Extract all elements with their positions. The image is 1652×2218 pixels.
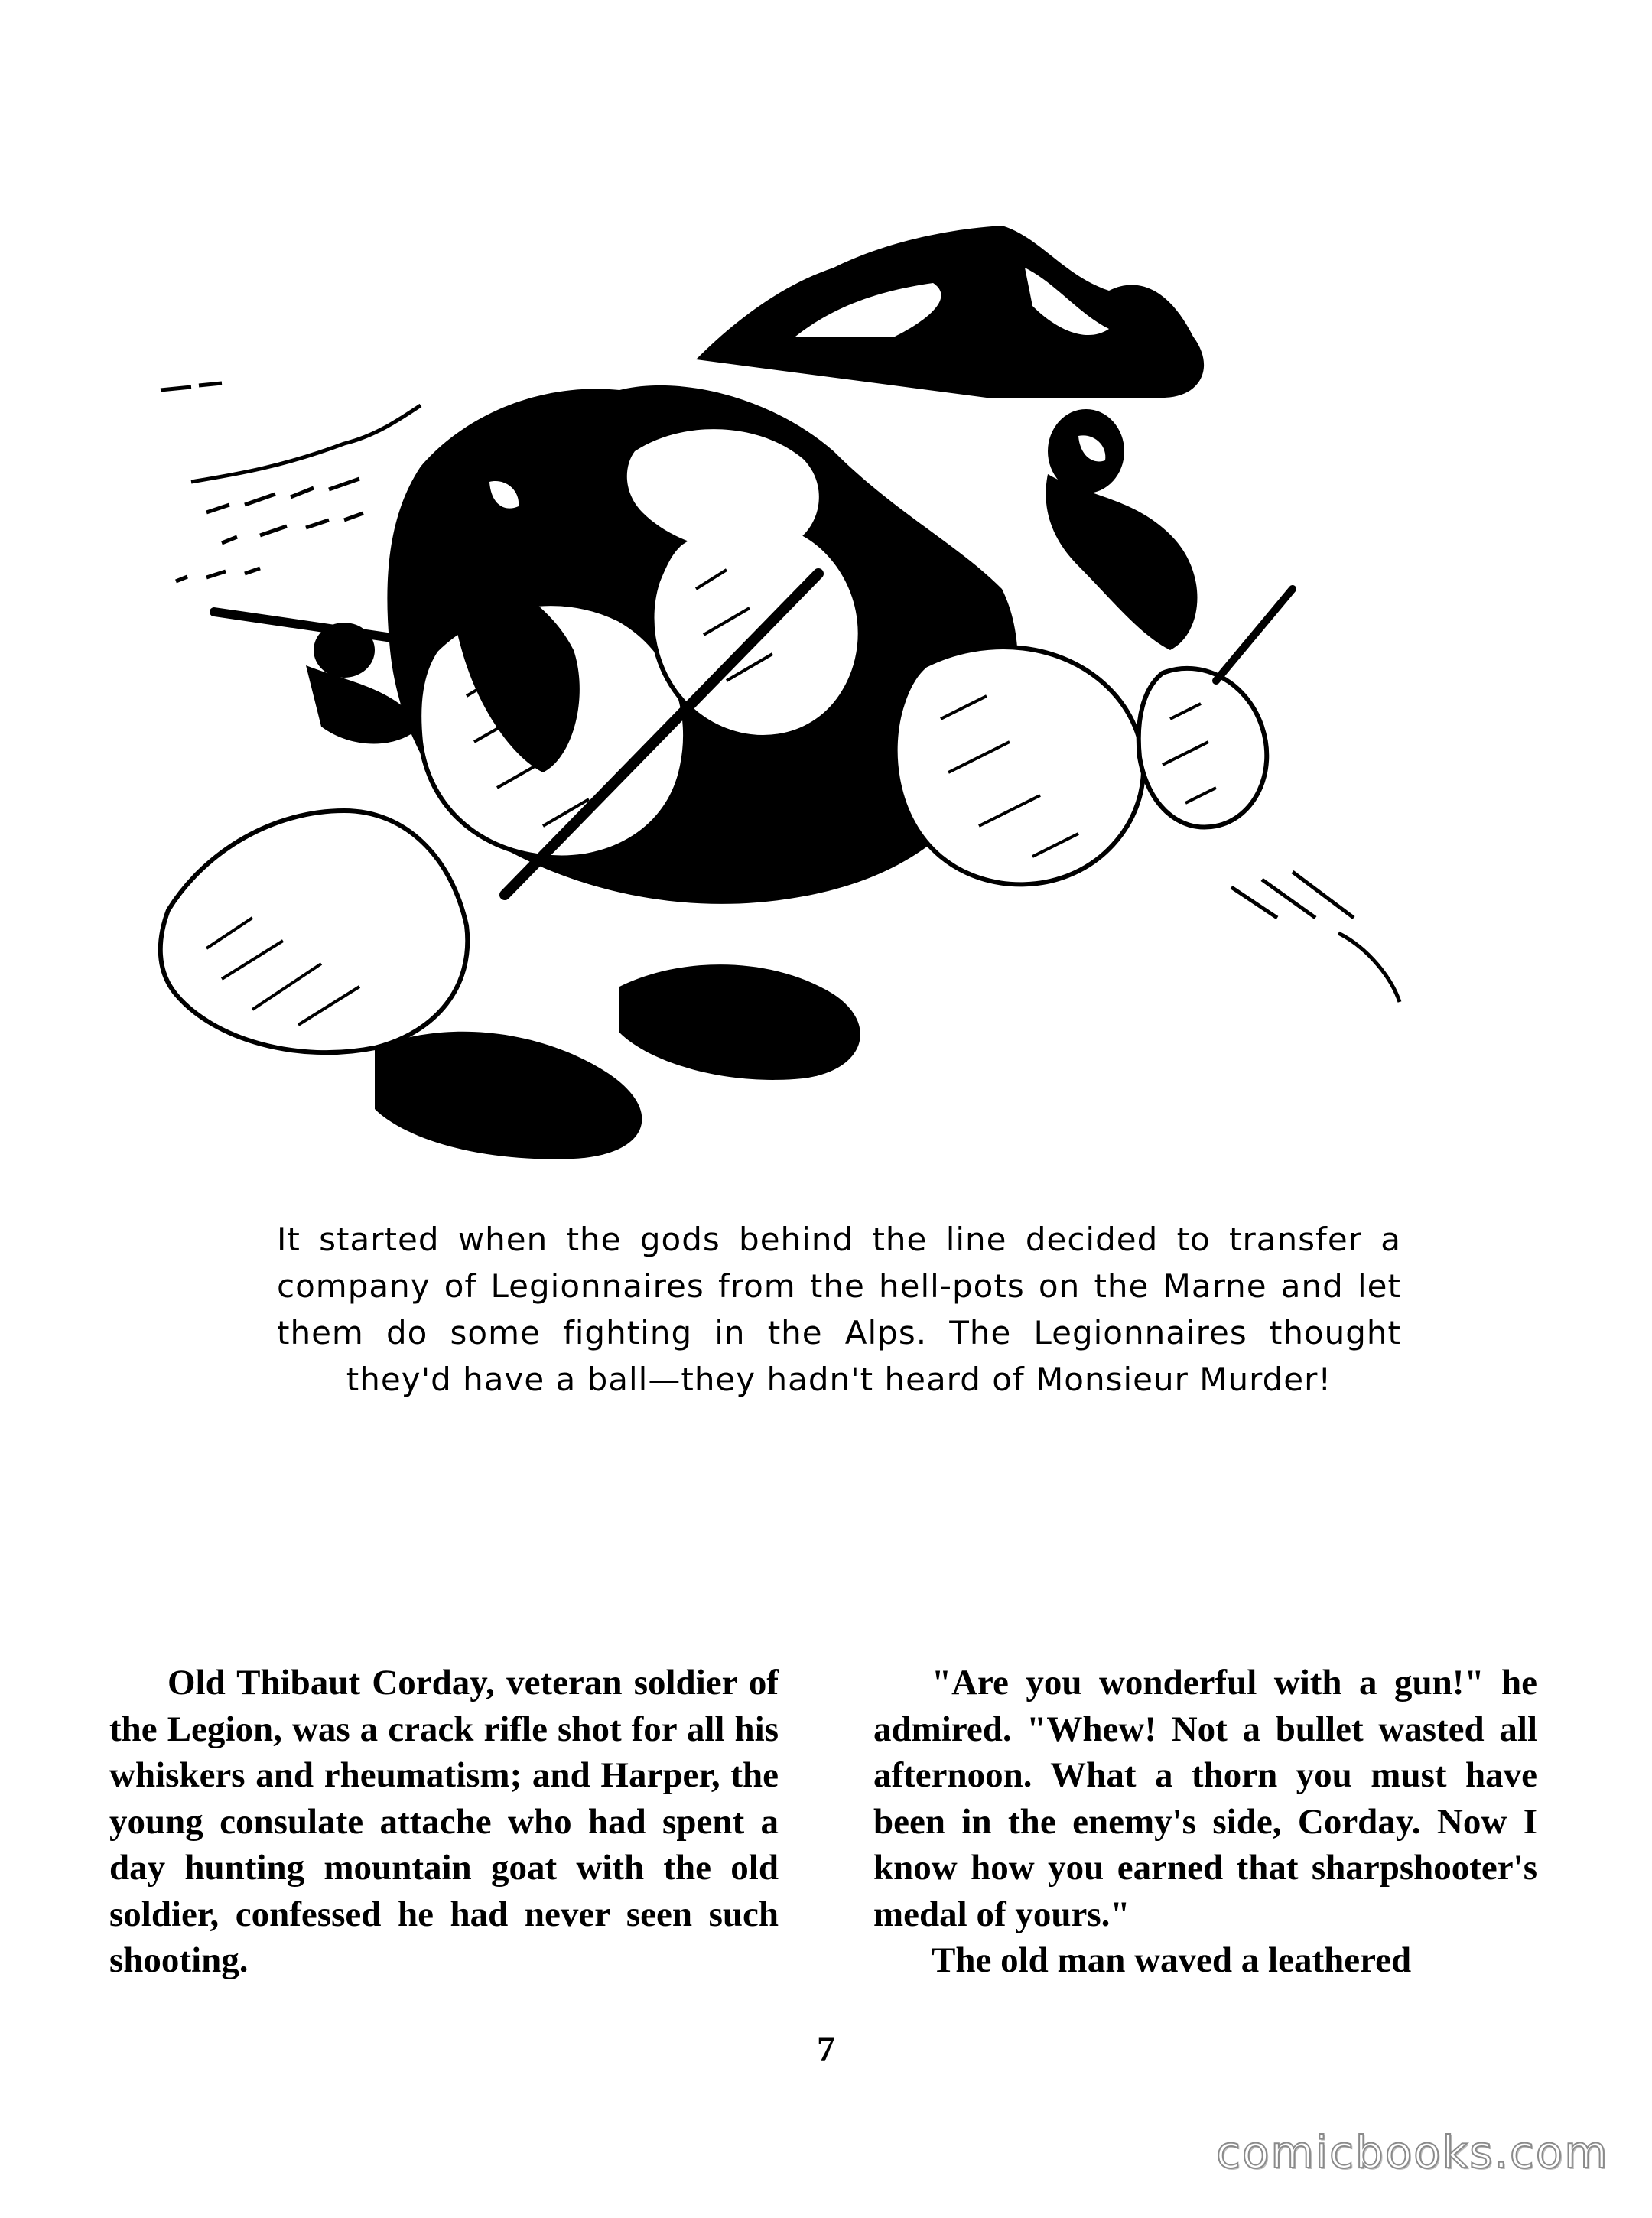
page-number: 7 [817,2029,835,2070]
watermark: comicbooks.com [1216,2126,1609,2178]
right-paragraph-2: The old man waved a leathered [932,1940,1412,1980]
soldiers-rocks-illustration [145,222,1407,1163]
right-paragraph-1: "Are you wonderful with a gun!" he admired. "Whew! Not a bullet wasted all afternoon. What a thorn you must have been in the enemy's side, Corday. Now I know how you earned that sharpshooter's medal of yours." [873,1663,1537,1934]
right-text-column [873,1660,1537,1984]
left-paragraph-1: Old Thibaut Corday, veteran soldier of the Legion, was a crack rifle shot for all his whiskers and rheumatism; and Harper, the young consulate attache who had spent a day hunting mountain goat with the old soldier, confessed he had never seen such shooting. [109,1663,779,1980]
illustration-caption: It started when the gods behind the line decided to transfer a company of Legionnaires from the hell-pots on the Marne and let them do some fighting in the Alps. The Legionnaires thought they'd have a ball—they hadn't heard of Monsieur Murder! [277,1221,1401,1398]
bottom-shadow [375,1032,642,1159]
left-hillside [176,405,421,581]
left-text-column [109,1660,779,1984]
mountain-ridge [696,226,1204,398]
